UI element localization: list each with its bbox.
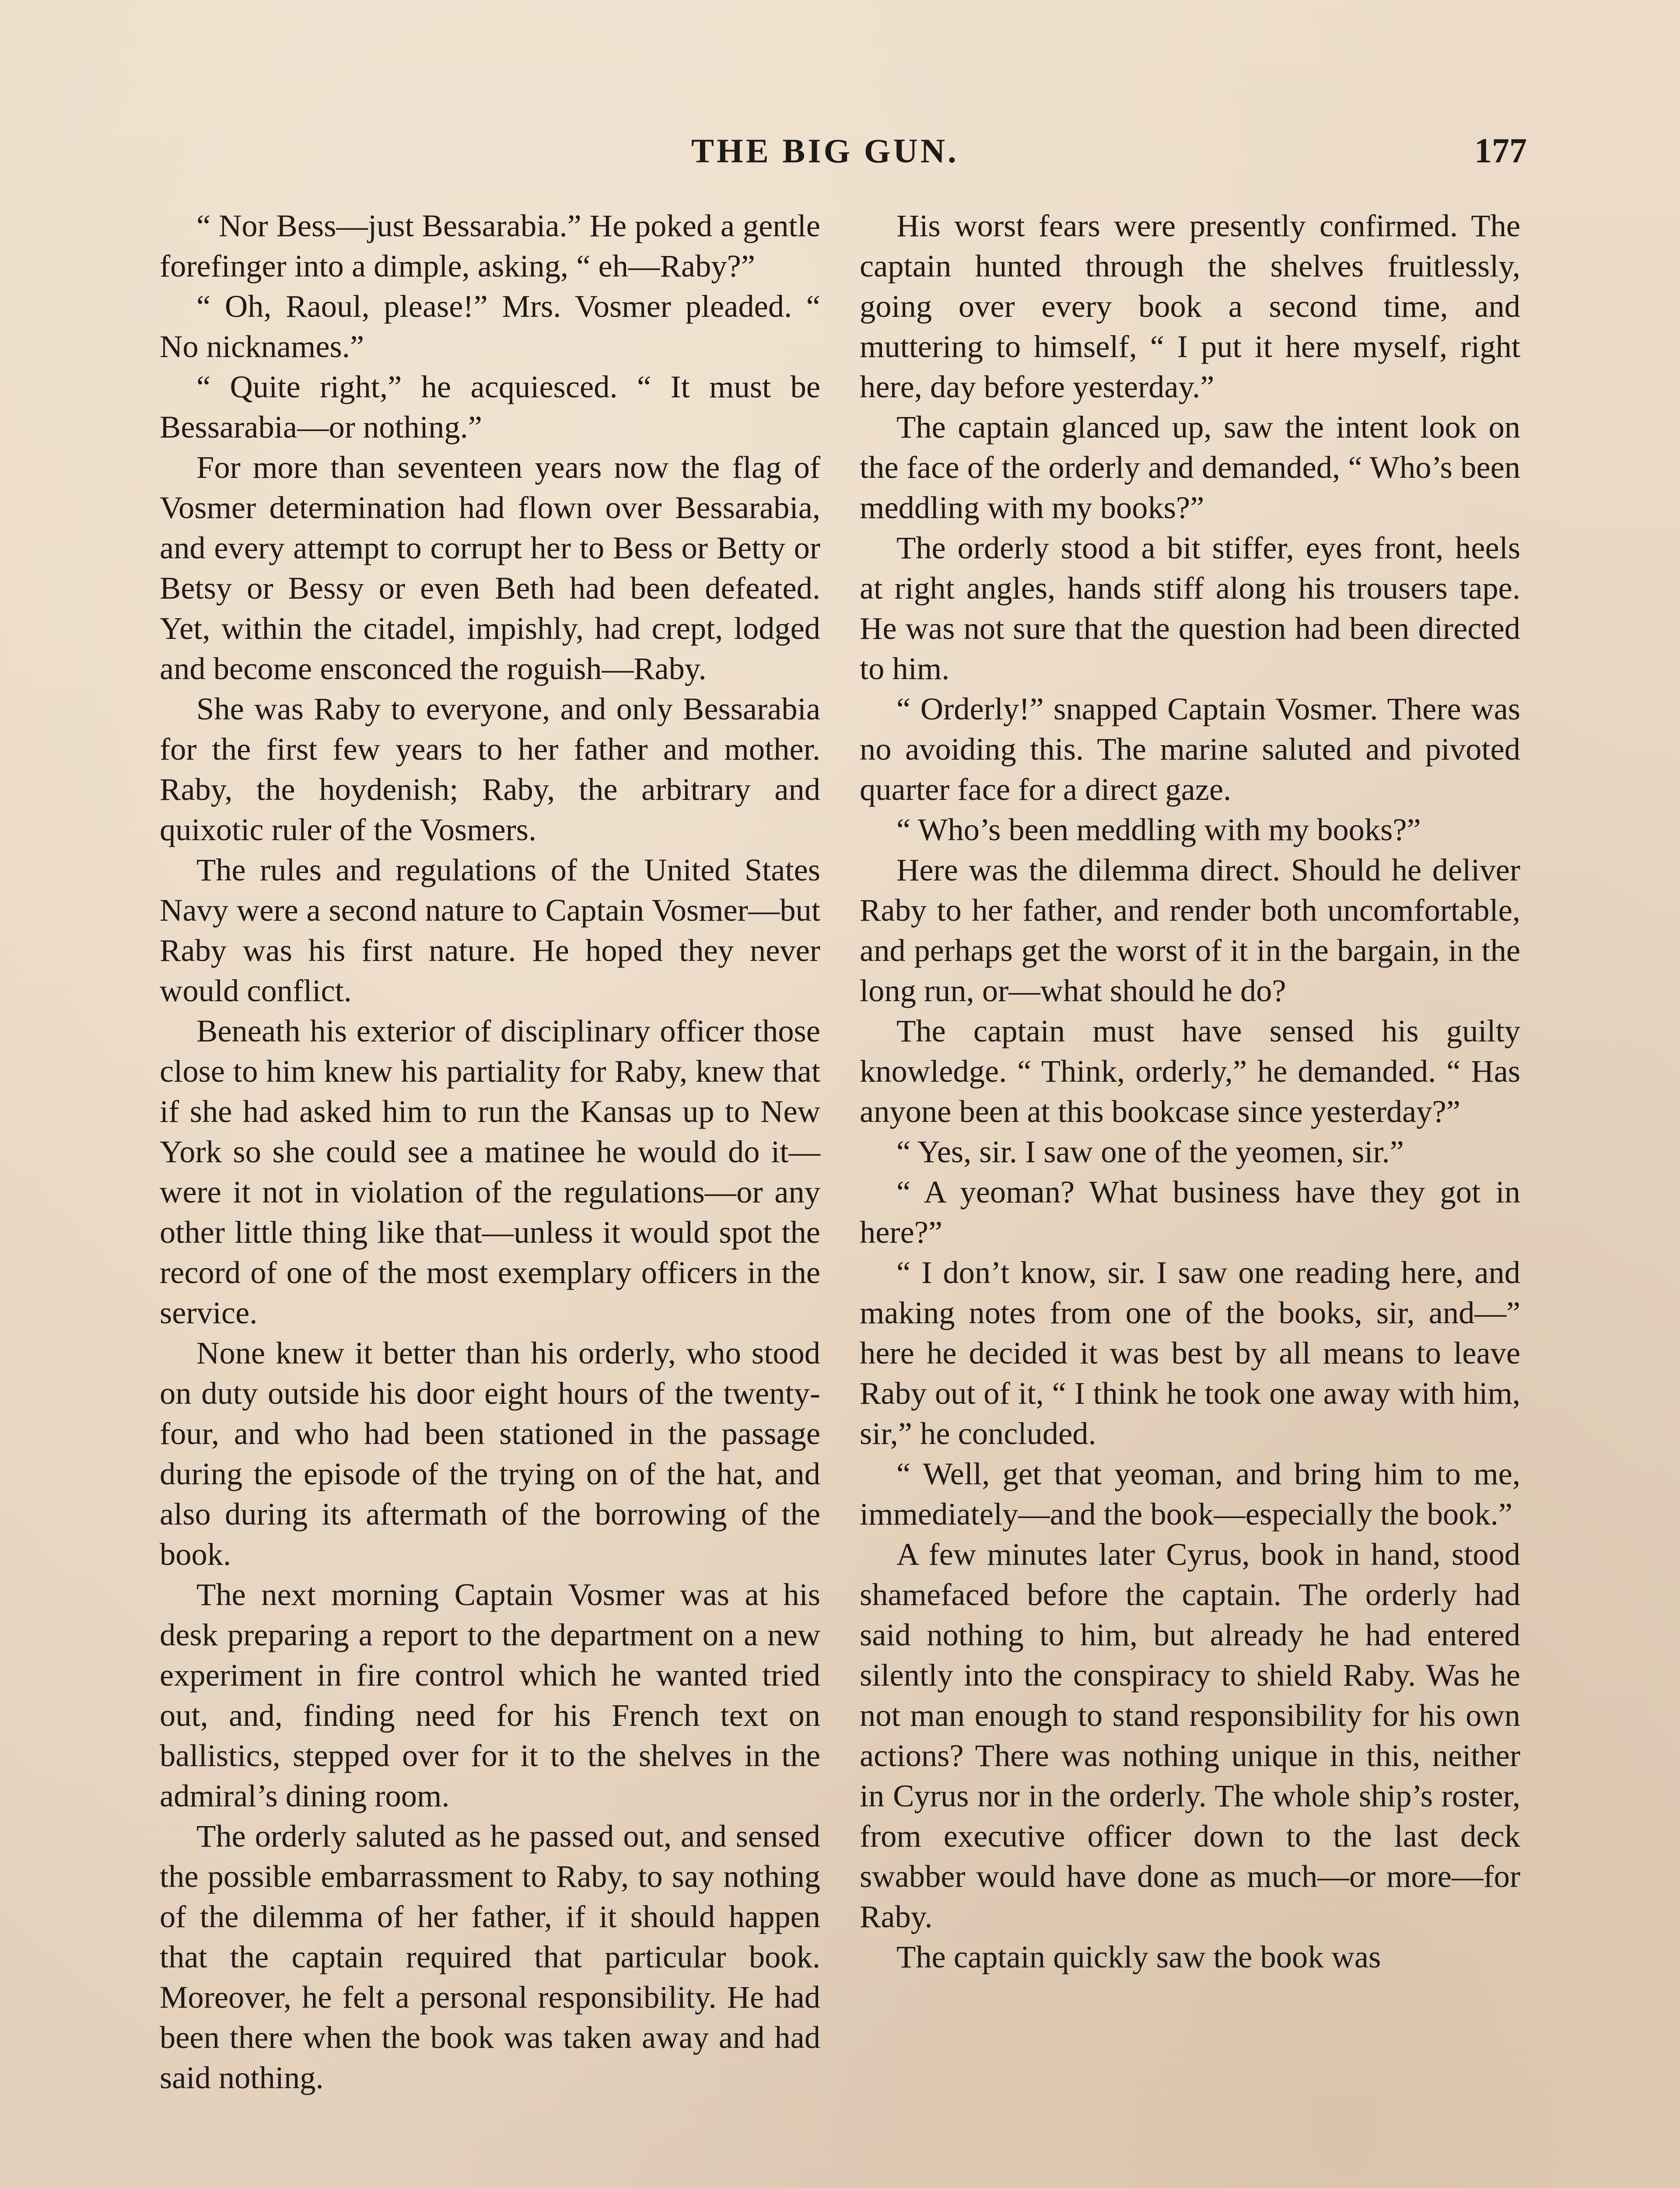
paragraph: “ A yeoman? What business have they got in here?” [860, 1174, 1520, 1250]
paragraph: The orderly stood a bit stiffer, eyes front, heels at right angles, hands stiff along his trousers tape. He was not sure that the question had been directed to him. [860, 530, 1520, 686]
paragraph: “ Well, get that yeoman, and bring him to me, immediately—and the book—especially the book.” [860, 1456, 1520, 1532]
paragraph: The captain glanced up, saw the intent look on the face of the orderly and demanded, “ Who’s been meddling with my books?” [860, 409, 1520, 525]
paragraph: “ Yes, sir. I saw one of the yeomen, sir.” [896, 1134, 1404, 1169]
paragraph: The orderly saluted as he passed out, and sensed the possible embarrassment to Raby, to say nothing of the dilemma of her father, if it should happen that the captain required that particular book. Moreover, he felt a personal responsibility. He had been there when the book was taken away and had said nothing. [160, 1818, 820, 2095]
paragraph: Here was the dilemma direct. Should he deliver Raby to her father, and render both uncomfortable, and perhaps get the worst of it in the bargain, in the long run, or—what should he do? [860, 852, 1520, 1008]
paragraph: The next morning Captain Vosmer was at his desk preparing a report to the department on a new experiment in fire control which he wanted tried out, and, finding need for his French text on ballistics, stepped over for it to the shelves in the admiral’s dining room. [160, 1577, 820, 1813]
paragraph: “ Who’s been meddling with my books?” [896, 812, 1421, 847]
paragraph: The rules and regulations of the United States Navy were a second nature to Captain Vosmer—but Raby was his first nature. He hoped they never would conflict. [160, 852, 820, 1008]
paragraph: “ Orderly!” snapped Captain Vosmer. There was no avoiding this. The marine saluted and pivoted quarter face for a direct gaze. [860, 691, 1520, 807]
paragraph: She was Raby to everyone, and only Bessarabia for the first few years to her father and mother. Raby, the hoydenish; Raby, the arbitrary and quixotic ruler of the Vosmers. [160, 691, 820, 847]
paragraph: “ Quite right,” he acquiesced. “ It must be Bessarabia—or nothing.” [160, 369, 820, 445]
running-title: THE BIG GUN. [691, 132, 959, 170]
page-number: 177 [1474, 132, 1527, 170]
paragraph: “ Oh, Raoul, please!” Mrs. Vosmer pleaded. “ No nicknames.” [160, 288, 820, 364]
paragraph: The captain quickly saw the book was [896, 1939, 1381, 1974]
left-text-column [160, 206, 820, 2098]
paragraph: Beneath his exterior of disciplinary officer those close to him knew his partiality for Raby, knew that if she had asked him to run the Kansas up to New York so she could see a matinee he would do it—were it not in violation of the regulations—or any other little thing like that—unless it would spot the record of one of the most exemplary officers in the service. [160, 1013, 820, 1330]
paragraph: His worst fears were presently confirmed. The captain hunted through the shelves fruitlessly, going over every book a second time, and muttering to himself, “ I put it here myself, right here, day before yesterday.” [860, 208, 1520, 404]
paragraph: The captain must have sensed his guilty knowledge. “ Think, orderly,” he demanded. “ Has anyone been at this bookcase since yesterday?” [860, 1013, 1520, 1129]
paragraph: “ I don’t know, sir. I saw one reading here, and making notes from one of the books, sir, and—” here he decided it was best by all means to leave Raby out of it, “ I think he took one away with him, sir,” he concluded. [860, 1255, 1520, 1451]
paragraph: A few minutes later Cyrus, book in hand, stood shamefaced before the captain. The orderly had said nothing to him, but already he had entered silently into the conspiracy to shield Raby. Was he not man enough to stand responsibility for his own actions? There was nothing unique in this, neither in Cyrus nor in the orderly. The whole ship’s roster, from executive officer down to the last deck swabber would have done as much—or more—for Raby. [860, 1536, 1520, 1934]
paragraph: None knew it better than his orderly, who stood on duty outside his door eight hours of the twenty-four, and who had been stationed in the passage during the episode of the trying on of the hat, and also during its aftermath of the borrowing of the book. [160, 1335, 820, 1572]
paragraph: “ Nor Bess—just Bessarabia.” He poked a gentle forefinger into a dimple, asking, “ eh—Raby?” [160, 208, 820, 284]
paragraph: For more than seventeen years now the flag of Vosmer determination had flown over Bessarabia, and every attempt to corrupt her to Bess or Betty or Betsy or Bessy or even Beth had been defeated. Yet, within the citadel, impishly, had crept, lodged and become ensconced the roguish—Raby. [160, 449, 820, 686]
right-text-column [860, 206, 1520, 1977]
